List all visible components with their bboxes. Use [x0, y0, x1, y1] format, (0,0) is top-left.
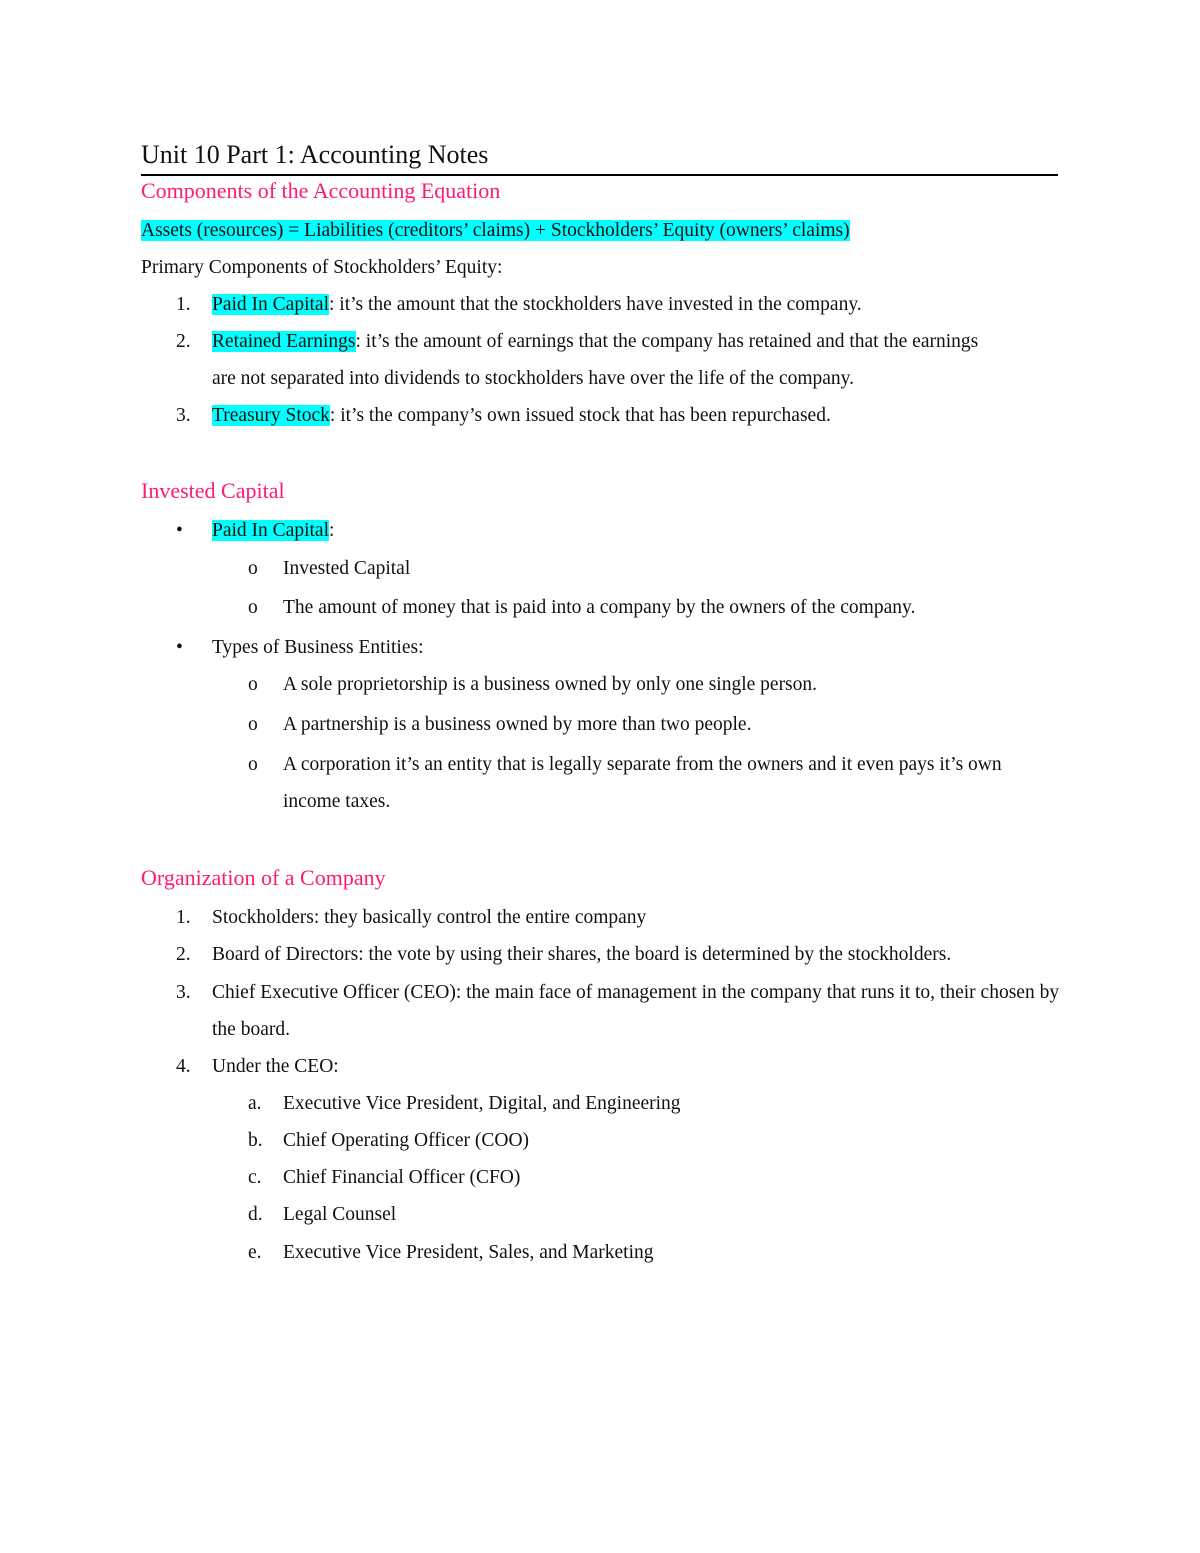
intro-text: Primary Components of Stockholders’ Equity: — [141, 257, 503, 278]
bullet-icon: • — [176, 520, 183, 541]
accounting-equation: Assets (resources) = Liabilities (creditors’ claims) + Stockholders’ Equity (owners’ claims) — [141, 220, 850, 241]
bullet-icon: • — [176, 637, 183, 658]
document-title: Unit 10 Part 1: Accounting Notes — [141, 140, 489, 169]
section-heading-invested-capital: Invested Capital — [141, 478, 285, 503]
term-highlight: Paid In Capital — [212, 520, 329, 541]
section-heading-components: Components of the Accounting Equation — [141, 178, 501, 203]
document-page: Unit 10 Part 1: Accounting Notes Components of the Accounting Equation Assets (resources) = Liabilities (creditors’ claims) + Stockholders’ Equity (owners’ claims) Primary Components of Stockholders’ Equity: 1. Paid In Capital: it’s the amount that the stockholders have invested in the company. 2. Retained Earnings: it’s the amount of earnings that the company has retained and that the earnings are not separated into dividends to stockholders have over the life of the company. 3. Treasury Stock: it’s the company’s own issued stock that has been repurchased. Invested Capital • Paid In Capital: o Invested Capital o The amount of money that is paid into a company by the owners of the company. • Types of Business Entities: o A sole proprietorship is a business owned by only one single person. o A partnership is a business owned by more than two people. o A corporation it’s an entity that is legally separate from the owners and it even pays it’s own income taxes. Organization of a Company 1. Stockholders: they basically control the entire company 2. Board of Directors: the vote by using their shares, the board is determined by the stockholders. 3. Chief Executive Officer (CEO): the main face of management in the company that runs it to, their chosen by the board. 4. Under the CEO: a. Executive Vice President, Digital, and Engineering b. Chief Operating Officer (COO) c. Chief Financial Officer (CFO) d. Legal Counsel e. Executive Vice President, Sales, and Marketing — [0, 0, 1200, 1553]
term-highlight: Paid In Capital — [212, 294, 329, 315]
section-heading-organization: Organization of a Company — [141, 865, 386, 890]
term-highlight: Retained Earnings — [212, 331, 356, 352]
term-highlight: Treasury Stock — [212, 405, 330, 426]
